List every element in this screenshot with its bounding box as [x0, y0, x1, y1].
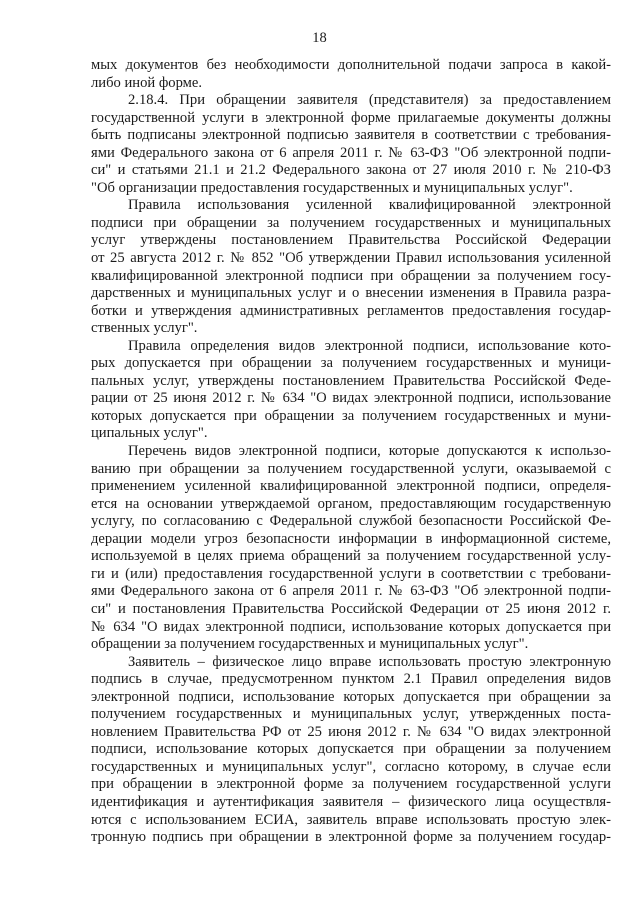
text-line: рых допускается при обращении за получением государственных и муници-: [91, 355, 611, 372]
paragraph: [91, 57, 611, 92]
text-line: быть подписаны электронной подписью заявителя в соответствии с требования-: [91, 127, 611, 144]
text-line: электронной подписи, использование которых допускается при обращении за: [91, 688, 611, 705]
text-line: государственных и муниципальных услуг", согласно которому, в случае если: [91, 758, 611, 775]
text-line: применением усиленной квалифицированной электронной подписи, определя-: [91, 478, 611, 495]
text-line: си" и постановления Правительства Российской Федерации от 25 июня 2012 г.: [91, 600, 611, 617]
text-line: ями Федерального закона от 6 апреля 2011 г. № 63-ФЗ "Об электронной подпи-: [91, 144, 611, 161]
text-line: ботки и утверждения административных регламентов предоставления государ-: [91, 302, 611, 319]
text-line: "Об организации предоставления государственных и муниципальных услуг".: [91, 179, 573, 196]
text-line: ями Федерального закона от 6 апреля 2011 г. № 63-ФЗ "Об электронной подпи-: [91, 583, 611, 600]
text-line: Перечень видов электронной подписи, которые допускаются к использо-: [128, 443, 611, 460]
text-line: обращении за получением государственных и муниципальных услуг".: [91, 636, 529, 653]
text-line: дарственных и муниципальных услуг и о внесении изменения в Правила разра-: [91, 285, 611, 302]
text-line: дерации модели угроз безопасности информации в информационной системе,: [91, 530, 611, 547]
text-line: получением государственных и муниципальных услуг, утвержденных поста-: [91, 706, 611, 723]
text-line: при обращении в электронной форме за получением государственной услуги: [91, 776, 611, 793]
text-line: ванию при обращении за получением государственной услуги, оказываемой с: [91, 460, 611, 477]
text-line: подпись в случае, предусмотренном пунктом 2.1 Правил определения видов: [91, 671, 611, 688]
paragraph: [91, 197, 611, 337]
text-line: используемой в целях приема обращений за получением государственной услу-: [91, 548, 611, 565]
text-line: ется на основании утверждаемой органом, предоставляющим государственную: [91, 495, 611, 512]
paragraph: [91, 654, 611, 847]
text-line: новлением Правительства РФ от 25 июня 2012 г. № 634 "О видах электронной: [91, 723, 611, 740]
text-line: Правила определения видов электронной подписи, использование кото-: [128, 337, 611, 354]
text-line: идентификация и аутентификация заявителя – физического лица осуществля-: [91, 793, 611, 810]
text-line: услугу, по согласованию с Федеральной службой безопасности Российской Фе-: [91, 513, 611, 530]
text-line: подписи, использование которых допускается при обращении за получением: [91, 741, 611, 758]
text-line: ются с использованием ЕСИА, заявитель вправе использовать простую элек-: [91, 811, 611, 828]
page-number: 18: [312, 30, 327, 46]
text-line: государственной услуги в электронной форме прилагаемые документы должны: [91, 109, 611, 126]
text-line: мых документов без необходимости дополнительной подачи запроса в какой-: [91, 57, 611, 73]
text-line: услуг утверждены постановлением Правительства Российской Федерации: [91, 232, 611, 249]
text-line: пальных услуг, утверждены постановлением Правительства Российской Феде-: [91, 372, 611, 389]
text-line: рации от 25 июня 2012 г. № 634 "О видах электронной подписи, использование: [91, 390, 611, 407]
paragraph: [91, 92, 611, 197]
page-body: [91, 57, 611, 847]
text-line: ципальных услуг".: [91, 425, 208, 442]
text-line: Заявитель – физическое лицо вправе использовать простую электронную: [128, 653, 611, 670]
text-line: ги и (или) предоставления государственной услуги в соответствии с требовани-: [91, 565, 611, 582]
text-line: которых допускается при обращении за получением государственных и муни-: [91, 407, 611, 424]
text-line: си" и статьями 21.1 и 21.2 Федерального закона от 27 июля 2010 г. № 210-ФЗ: [91, 162, 611, 179]
text-line: ственных услуг".: [91, 320, 198, 337]
paragraph: [91, 338, 611, 443]
text-line: Правила использования усиленной квалифицированной электронной: [128, 197, 611, 214]
text-line: от 25 августа 2012 г. № 852 "Об утверждении Правил использования усиленной: [91, 250, 611, 267]
text-line: либо иной форме.: [91, 74, 203, 91]
paragraph: [91, 443, 611, 654]
text-line: 2.18.4. При обращении заявителя (представителя) за предоставлением: [128, 92, 611, 109]
text-line: квалифицированной электронной подписи при обращении за получением госу-: [91, 267, 611, 284]
text-line: тронную подпись при обращении в электронной форме за получением государ-: [91, 829, 611, 846]
text-line: подписи при обращении за получением государственных и муниципальных: [91, 214, 611, 231]
text-line: № 634 "О видах электронной подписи, использование которых допускается при: [91, 618, 611, 635]
